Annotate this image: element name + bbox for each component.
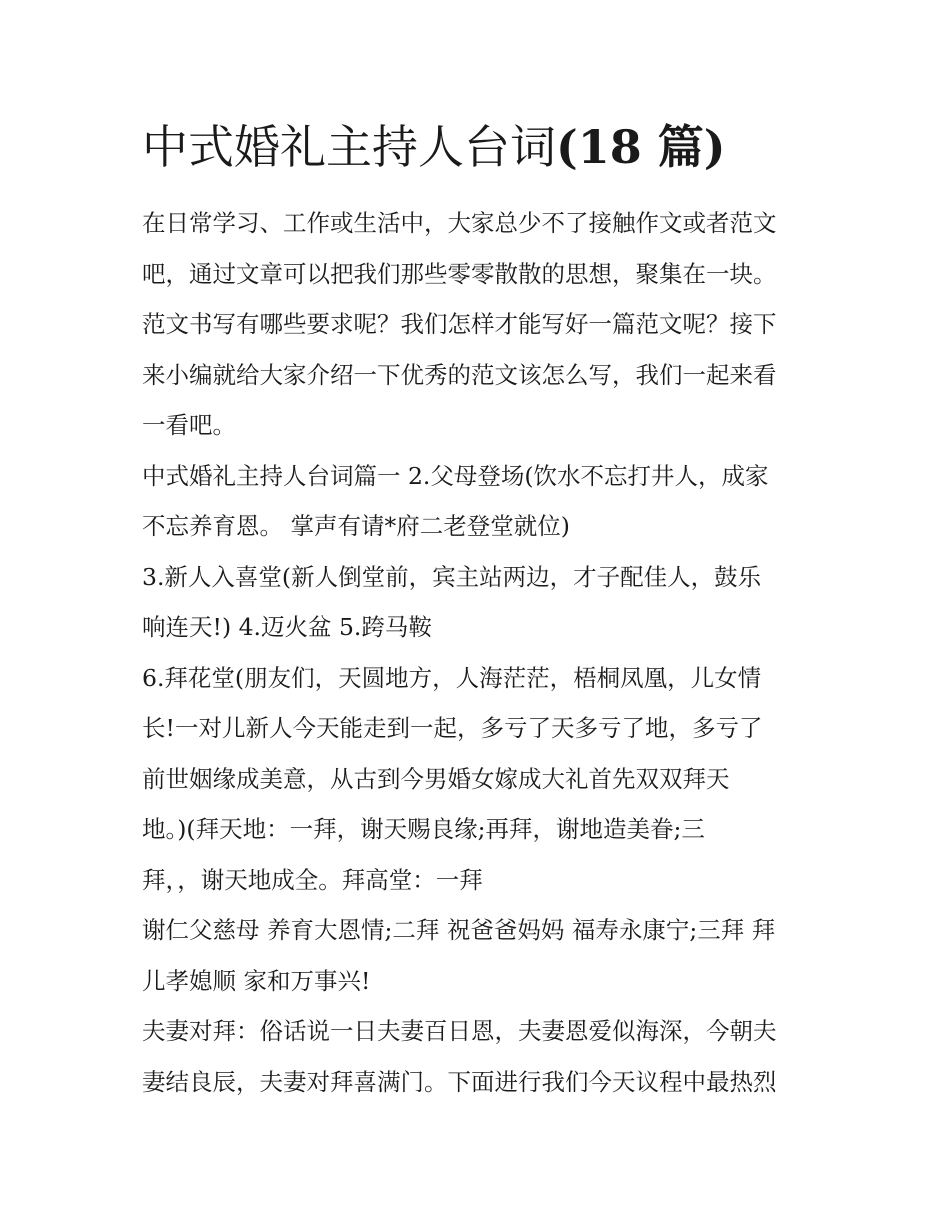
document-title <box>142 112 726 182</box>
text-line: 夫妻对拜：俗话说一日夫妻百日恩，夫妻恩爱似海深，今朝夫 <box>142 1017 777 1045</box>
text-line: 中式婚礼主持人台词篇一 2.父母登场(饮水不忘打井人，成家 <box>142 461 769 490</box>
text-line: 6.拜花堂(朋友们，天圆地方，人海茫茫，梧桐凤凰，儿女情 <box>142 663 762 692</box>
title-main: 中式婚礼主持人台词 <box>142 120 556 174</box>
text-line: 前世姻缘成美意，从古到今男婚女嫁成大礼首先双双拜天 <box>142 764 730 793</box>
text-line: 范文书写有哪些要求呢？我们怎样才能写好一篇范文呢？接下 <box>142 310 777 338</box>
text-line: 吧，通过文章可以把我们那些零零散散的思想，聚集在一块。 <box>142 259 777 288</box>
title-suffix: (18 篇) <box>556 120 726 174</box>
document-body <box>142 198 822 1107</box>
text-line: 长!一对儿新人今天能走到一起，多亏了天多亏了地，多亏了 <box>142 714 763 742</box>
text-line: 儿孝媳顺 家和万事兴! <box>142 966 371 995</box>
text-line: 响连天!) 4.迈火盆 5.跨马鞍 <box>142 613 432 641</box>
text-line: 在日常学习、工作或生活中，大家总少不了接触作文或者范文 <box>142 209 777 237</box>
text-line: 不忘养育恩。 掌声有请*府二老登堂就位) <box>142 512 570 540</box>
text-line: 3.新人入喜堂(新人倒堂前，宾主站两边，才子配佳人，鼓乐 <box>142 562 762 591</box>
text-line: 一看吧。 <box>142 411 236 439</box>
text-line: 来小编就给大家介绍一下优秀的范文该怎么写，我们一起来看 <box>142 360 777 389</box>
text-line: 谢仁父慈母 养育大恩情;二拜 祝爸爸妈妈 福寿永康宁;三拜 拜 <box>142 916 776 944</box>
text-line: 拜，，谢天地成全。拜高堂：一拜 <box>142 865 483 894</box>
text-line: 地。)(拜天地：一拜，谢天赐良缘;再拜，谢地造美眷;三 <box>142 815 705 843</box>
text-line: 妻结良辰，夫妻对拜喜满门。下面进行我们今天议程中最热烈 <box>142 1067 777 1096</box>
